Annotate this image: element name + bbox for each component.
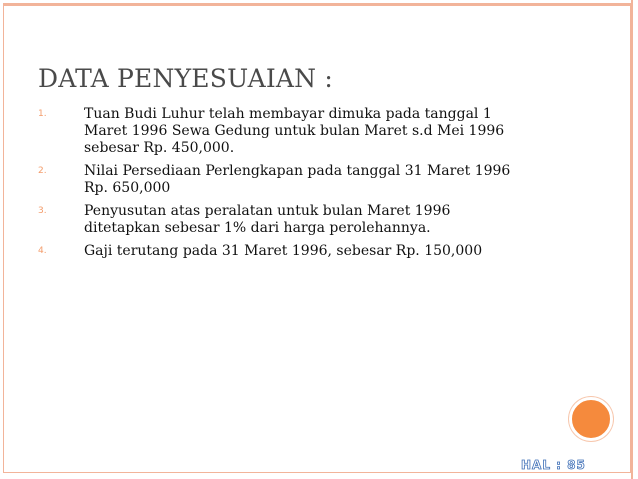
list-item <box>38 203 598 237</box>
list-item-number: 1. <box>38 109 47 119</box>
list-item-text: Gaji terutang pada 31 Maret 1996, sebesar Rp. 150,000 <box>84 243 483 259</box>
list-item-text: Nilai Persediaan Perlengkapan pada tanggal 31 Maret 1996 Rp. 650,000 <box>84 163 511 196</box>
adjustment-list <box>38 106 598 266</box>
list-item-number: 3. <box>38 206 47 216</box>
top-border-bar <box>3 3 631 6</box>
list-item-number: 2. <box>38 166 47 176</box>
right-border-bar <box>631 0 633 479</box>
orange-circle-icon <box>569 397 613 441</box>
list-item <box>38 106 598 157</box>
list-item-text: Tuan Budi Luhur telah membayar dimuka pada tanggal 1 Maret 1996 Sewa Gedung untuk bulan Maret s.d Mei 1996 sebesar Rp. 450,000. <box>84 106 505 156</box>
page-number-label: HAL : 85 <box>521 458 586 472</box>
list-item <box>38 243 598 260</box>
slide-title: DATA PENYESUAIAN : <box>38 64 333 93</box>
list-item-text: Penyusutan atas peralatan untuk bulan Maret 1996 ditetapkan sebesar 1% dari harga perolehannya. <box>84 203 451 236</box>
list-item-number: 4. <box>38 246 47 256</box>
list-item <box>38 163 598 197</box>
